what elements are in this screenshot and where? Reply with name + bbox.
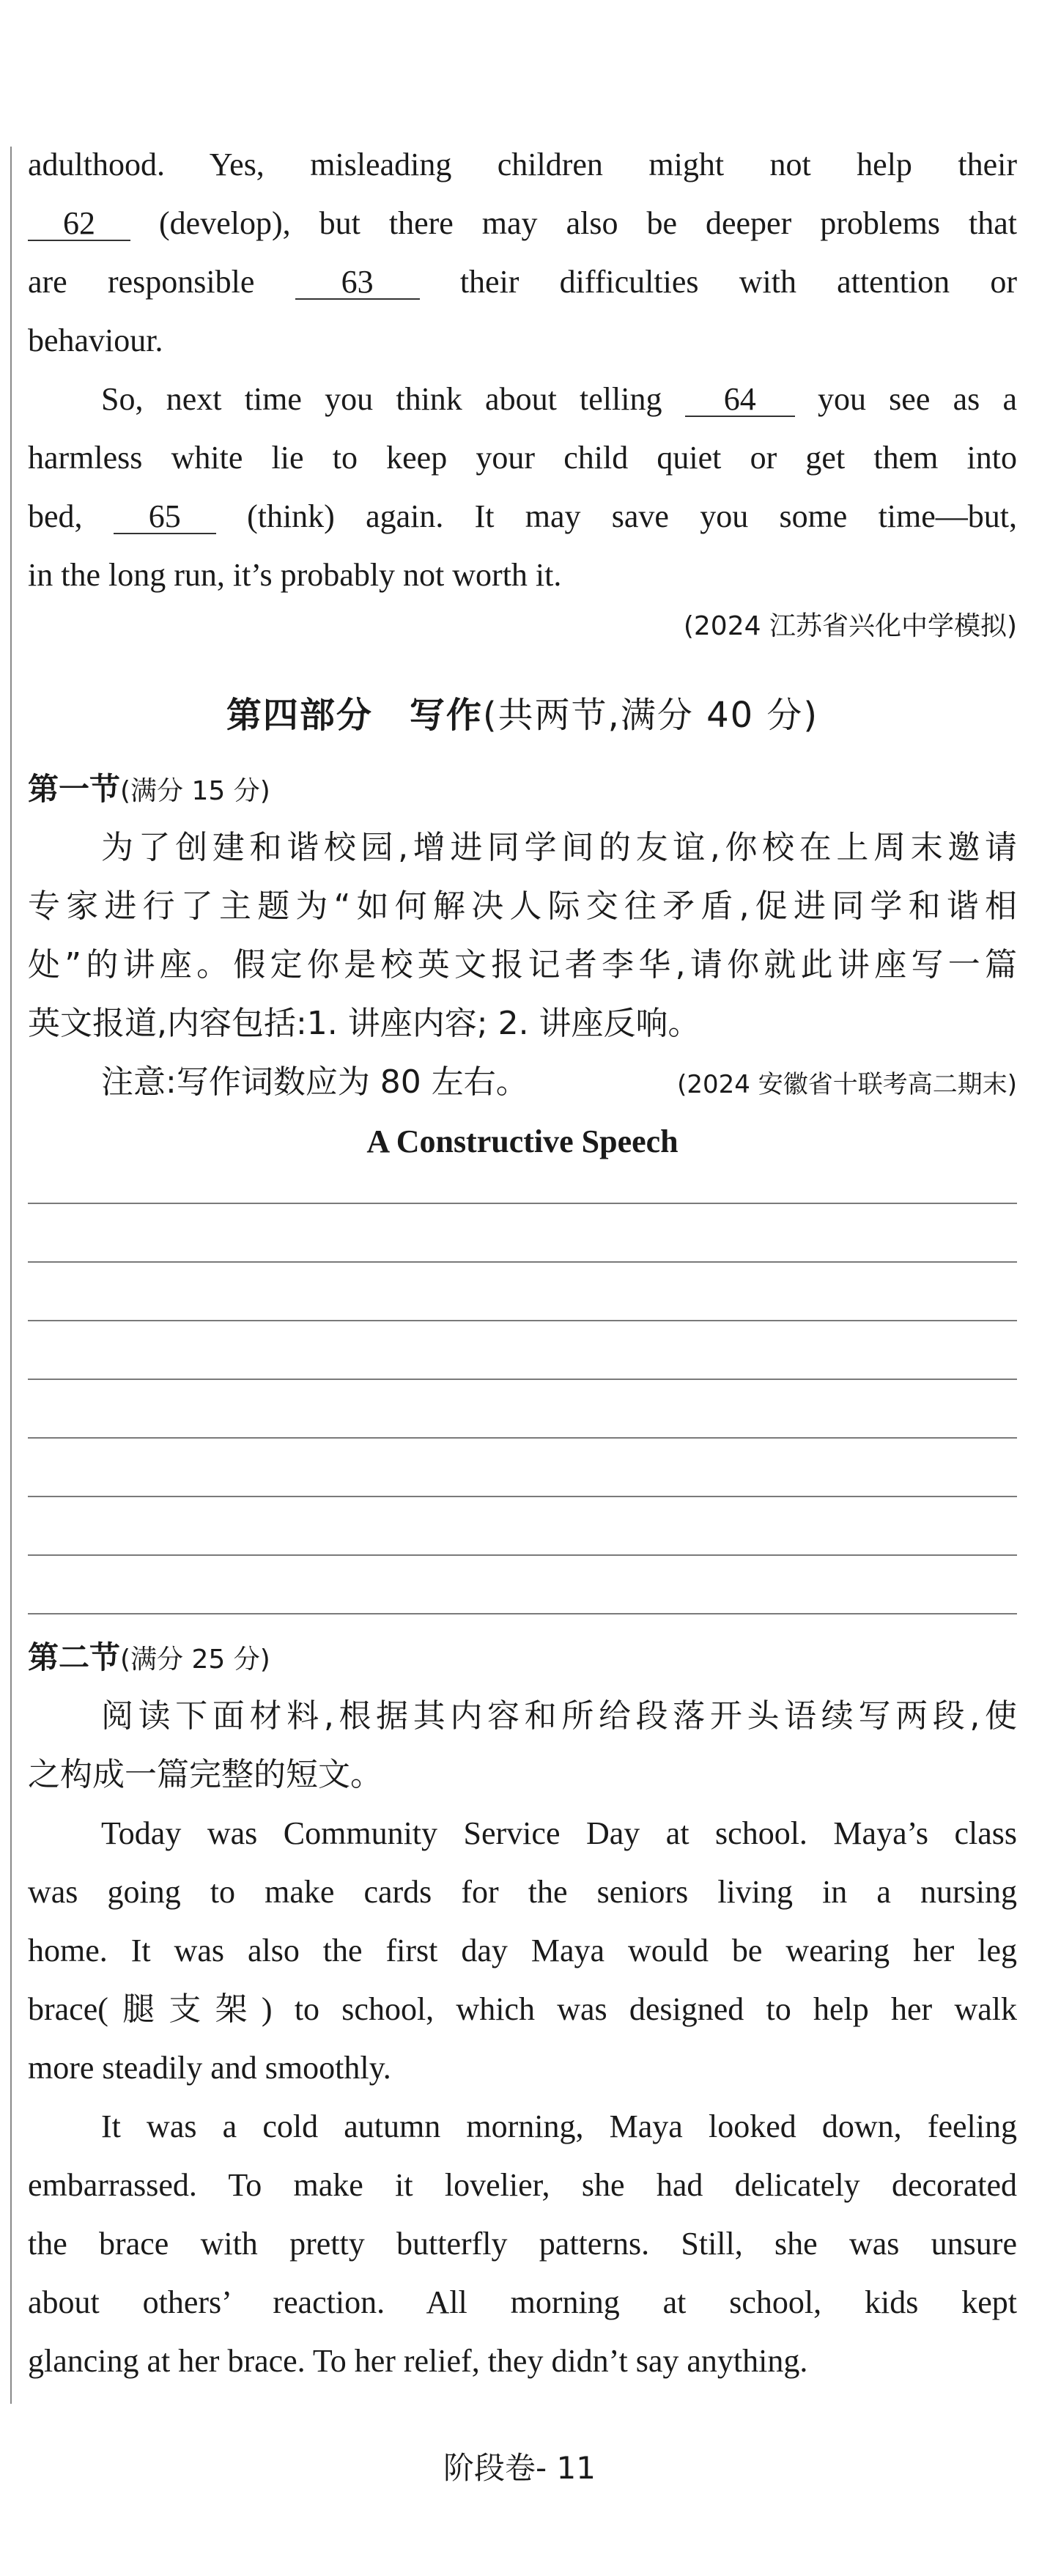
page-content — [28, 136, 1017, 2391]
text-line: in the long run, it’s probably not worth it. — [28, 557, 562, 593]
section-score: (满分 25 分) — [120, 1645, 270, 1675]
text-line: adulthood. Yes, misleading children might not help their — [28, 147, 1017, 182]
writing-area[interactable] — [28, 1203, 1017, 1614]
section-label: 第二节 — [28, 1639, 121, 1675]
writing-line[interactable] — [28, 1497, 1017, 1556]
instruction-line: 之构成一篇完整的短文。 — [28, 1756, 382, 1793]
story-line: the brace with pretty butterfly patterns. Still, she was unsure — [28, 2226, 1017, 2262]
blank-62[interactable]: 62 — [28, 207, 130, 241]
story-line: Today was Community Service Day at school. Maya’s class — [101, 1815, 1017, 1851]
blank-64[interactable]: 64 — [685, 383, 795, 417]
story-line: brace(腿支架) to school, which was designed to help her walk — [28, 1991, 1017, 2027]
story-line: embarrassed. To make it lovelier, she had delicately decorated — [28, 2167, 1017, 2203]
writing-line[interactable] — [28, 1439, 1017, 1497]
blank-65[interactable]: 65 — [114, 501, 216, 534]
page-footer: 阶段卷- 11 — [443, 2450, 596, 2486]
section-score: (满分 15 分) — [120, 776, 270, 806]
prompt-line: 处”的讲座。假定你是校英文报记者李华,请你就此讲座写一篇 — [28, 946, 1017, 983]
section-label: 第一节 — [28, 771, 121, 807]
text-line — [28, 487, 1017, 546]
text-fragment: (develop), but there may also be deeper problems that — [159, 205, 1017, 241]
text-line — [28, 370, 1017, 429]
story-line: about others’ reaction. All morning at school, kids kept — [28, 2284, 1017, 2320]
blank-63[interactable]: 63 — [295, 266, 420, 300]
text-fragment: their difficulties with attention or — [459, 264, 1018, 300]
story-line: glancing at her brace. To her relief, they didn’t say anything. — [28, 2343, 808, 2379]
text-line — [28, 194, 1017, 253]
text-line: harmless white lie to keep your child quiet or get them into — [28, 440, 1017, 476]
part-title — [28, 687, 1017, 737]
prompt-line: 为了创建和谐校园,增进同学间的友谊,你校在上周末邀请 — [101, 829, 1017, 866]
section-2-heading — [28, 1631, 1017, 1687]
text-line: behaviour. — [28, 322, 163, 358]
word-count-note: 注意:写作词数应为 80 左右。 — [101, 1063, 528, 1101]
note-row — [28, 1053, 1017, 1112]
writing-line[interactable] — [28, 1321, 1017, 1380]
note-source: (2024 安徽省十联考高二期末) — [677, 1070, 1017, 1099]
writing-line[interactable] — [28, 1380, 1017, 1439]
prompt-line: 英文报道,内容包括:1. 讲座内容; 2. 讲座反响。 — [28, 1005, 700, 1042]
writing-line[interactable] — [28, 1263, 1017, 1321]
text-fragment: (think) again. It may save you some time—but, — [247, 498, 1018, 534]
part-title-score: (共两节,满分 40 分) — [482, 695, 819, 736]
prompt-line: 专家进行了主题为“如何解决人际交往矛盾,促进同学和谐相 — [28, 887, 1017, 925]
text-line — [28, 253, 1017, 311]
part-title-main: 第四部分 写作 — [226, 695, 483, 736]
instruction-line: 阅读下面材料,根据其内容和所给段落开头语续写两段,使 — [101, 1697, 1017, 1735]
passage-source: (2024 江苏省兴化中学模拟) — [683, 611, 1017, 641]
writing-line[interactable] — [28, 1204, 1017, 1263]
cloze-passage-end — [28, 136, 1017, 649]
text-fragment: So, next time you think about telling — [101, 381, 662, 417]
story-line: home. It was also the first day Maya would be wearing her leg — [28, 1933, 1017, 1968]
text-fragment: are responsible — [28, 264, 255, 300]
section-1-heading — [28, 762, 1017, 819]
text-fragment: bed, — [28, 498, 83, 534]
writing-line[interactable] — [28, 1556, 1017, 1614]
story-line: more steadily and smoothly. — [28, 2050, 391, 2086]
story-line: was going to make cards for the seniors living in a nursing — [28, 1874, 1017, 1910]
margin-rule — [10, 147, 12, 2404]
story-line: It was a cold autumn morning, Maya looked down, feeling — [101, 2108, 1017, 2144]
essay-title: A Constructive Speech — [366, 1123, 679, 1159]
text-fragment: you see as a — [817, 381, 1017, 417]
